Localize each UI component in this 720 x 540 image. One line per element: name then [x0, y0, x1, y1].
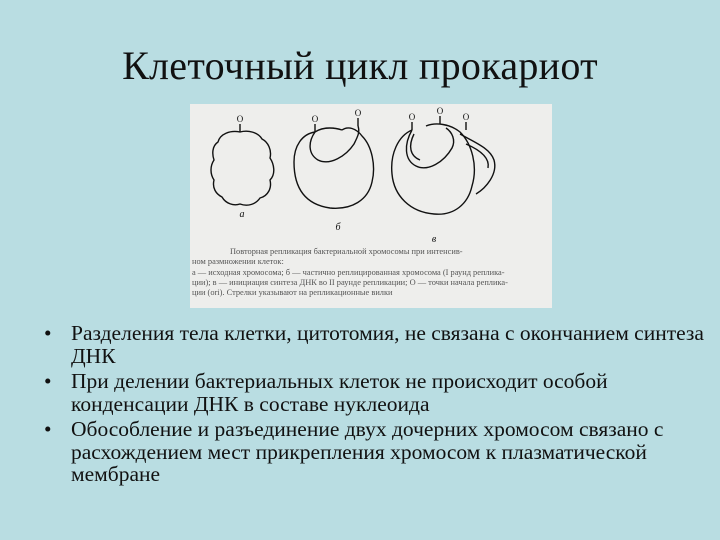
label-c: в — [431, 234, 437, 244]
caption-line: Повторная репликация бактериальной хромосомы при интенсив- — [230, 247, 463, 256]
chromosome-diagrams — [190, 104, 552, 244]
figure-caption — [192, 247, 548, 298]
slide-title: Клеточный цикл прокариот — [122, 43, 598, 88]
chromosome-a — [211, 131, 274, 205]
bullet-item — [44, 418, 704, 486]
caption-line: а — исходная хромосома; б — частично реплицированная хромосома (I раунд реплика- — [192, 267, 505, 277]
label-b: б — [335, 222, 341, 233]
label-a: а — [239, 209, 245, 220]
bullet-text: Разделения тела клетки, цитотомия, не связана с окончанием синтеза ДНК — [71, 321, 704, 368]
replication-figure — [190, 104, 552, 308]
bullet-list — [44, 322, 704, 489]
bullet-text: При делении бактериальных клеток не происходит особой конденсации ДНК в составе нуклеоида — [71, 369, 608, 416]
bullet-text: Обособление и разъединение двух дочерних хромосом связано с расхождением мест прикрепления хромосом к плазматической мембране — [71, 417, 664, 486]
ori-label: O — [408, 112, 416, 122]
caption-line: ции); в — инициация синтеза ДНК во II раунде репликации; O — точки начала реплика- — [192, 277, 508, 287]
bullet-item — [44, 370, 704, 415]
ori-label: O — [462, 112, 470, 122]
chromosome-c — [392, 124, 475, 214]
ori-label: O — [354, 108, 362, 118]
bullet-item — [44, 322, 704, 367]
caption-line: ном размножении клеток: — [192, 257, 284, 267]
bullet-marker: • — [44, 369, 52, 393]
ori-label: O — [311, 114, 319, 124]
chromosome-b — [294, 128, 374, 208]
caption-line: ции (ori). Стрелки указывают на репликационные вилки — [192, 288, 393, 298]
bullet-marker: • — [44, 321, 52, 345]
bullet-marker: • — [44, 417, 52, 441]
ori-label: O — [436, 106, 444, 116]
ori-label: O — [236, 114, 244, 124]
